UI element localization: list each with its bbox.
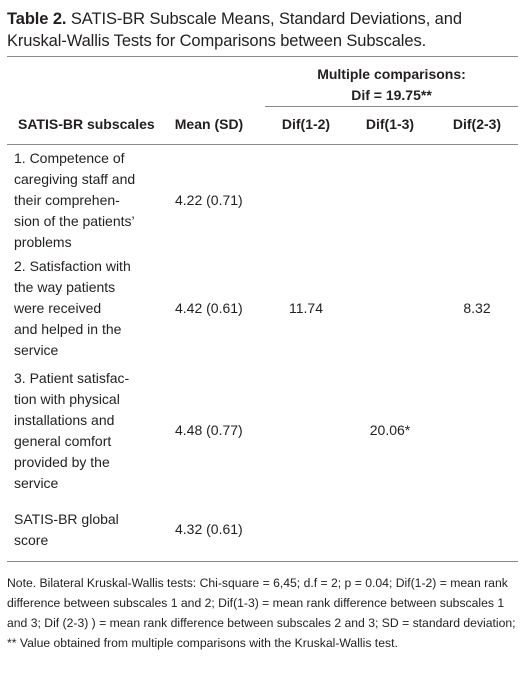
row-2-dif23: 8.32 bbox=[463, 300, 491, 316]
table-label: Table 2. bbox=[7, 10, 67, 28]
table-title: SATIS-BR Subscale Means, Standard Deviations, and Kruskal-Wallis Tests for Comparisons between Subscales. bbox=[7, 10, 462, 50]
row-3-dif13: 20.06* bbox=[369, 422, 411, 438]
col-header-subscales: SATIS-BR subscales bbox=[18, 116, 155, 132]
row-4-mean: 4.32 (0.61) bbox=[175, 521, 243, 537]
table-note: Note. Bilateral Kruskal-Wallis tests: Chi-square = 6,45; d.f = 2; p = 0.04; Dif(1-2) = mean rank difference between subscales 1 and 2; Dif(1-3) = mean rank difference between subscales 1 and 3; Dif (2-3) ) = mean rank difference between subscales 2 and 3; SD = standard deviation; ** Value obtained from multiple comparisons with the Kruskal-Wallis test. bbox=[7, 576, 516, 650]
row-3-subscale: 3. Patient satisfac- tion with physical installations and general comfort provided by the service bbox=[14, 370, 130, 491]
bottom-rule bbox=[7, 561, 518, 562]
row-1-mean: 4.22 (0.71) bbox=[175, 192, 243, 208]
row-2-subscale: 2. Satisfaction with the way patients were received and helped in the service bbox=[14, 258, 131, 358]
table-caption bbox=[7, 8, 519, 52]
col-header-dif23: Dif(2-3) bbox=[452, 116, 502, 132]
header-rule bbox=[7, 144, 518, 145]
col-header-mean: Mean (SD) bbox=[174, 116, 244, 132]
row-2-mean: 4.42 (0.61) bbox=[175, 300, 243, 316]
row-2-dif12: 11.74 bbox=[289, 300, 323, 316]
col-header-dif12: Dif(1-2) bbox=[281, 116, 331, 132]
row-4-subscale: SATIS-BR global score bbox=[14, 511, 119, 548]
row-1-subscale: 1. Competence of caregiving staff and their comprehen- sion of the patients’ problems bbox=[14, 150, 136, 250]
top-rule bbox=[7, 56, 518, 57]
col-header-dif13: Dif(1-3) bbox=[365, 116, 415, 132]
comparisons-rule bbox=[265, 106, 518, 107]
row-3-mean: 4.48 (0.77) bbox=[175, 422, 243, 438]
multiple-comparisons-header: Multiple comparisons: Dif = 19.75** bbox=[317, 66, 466, 103]
